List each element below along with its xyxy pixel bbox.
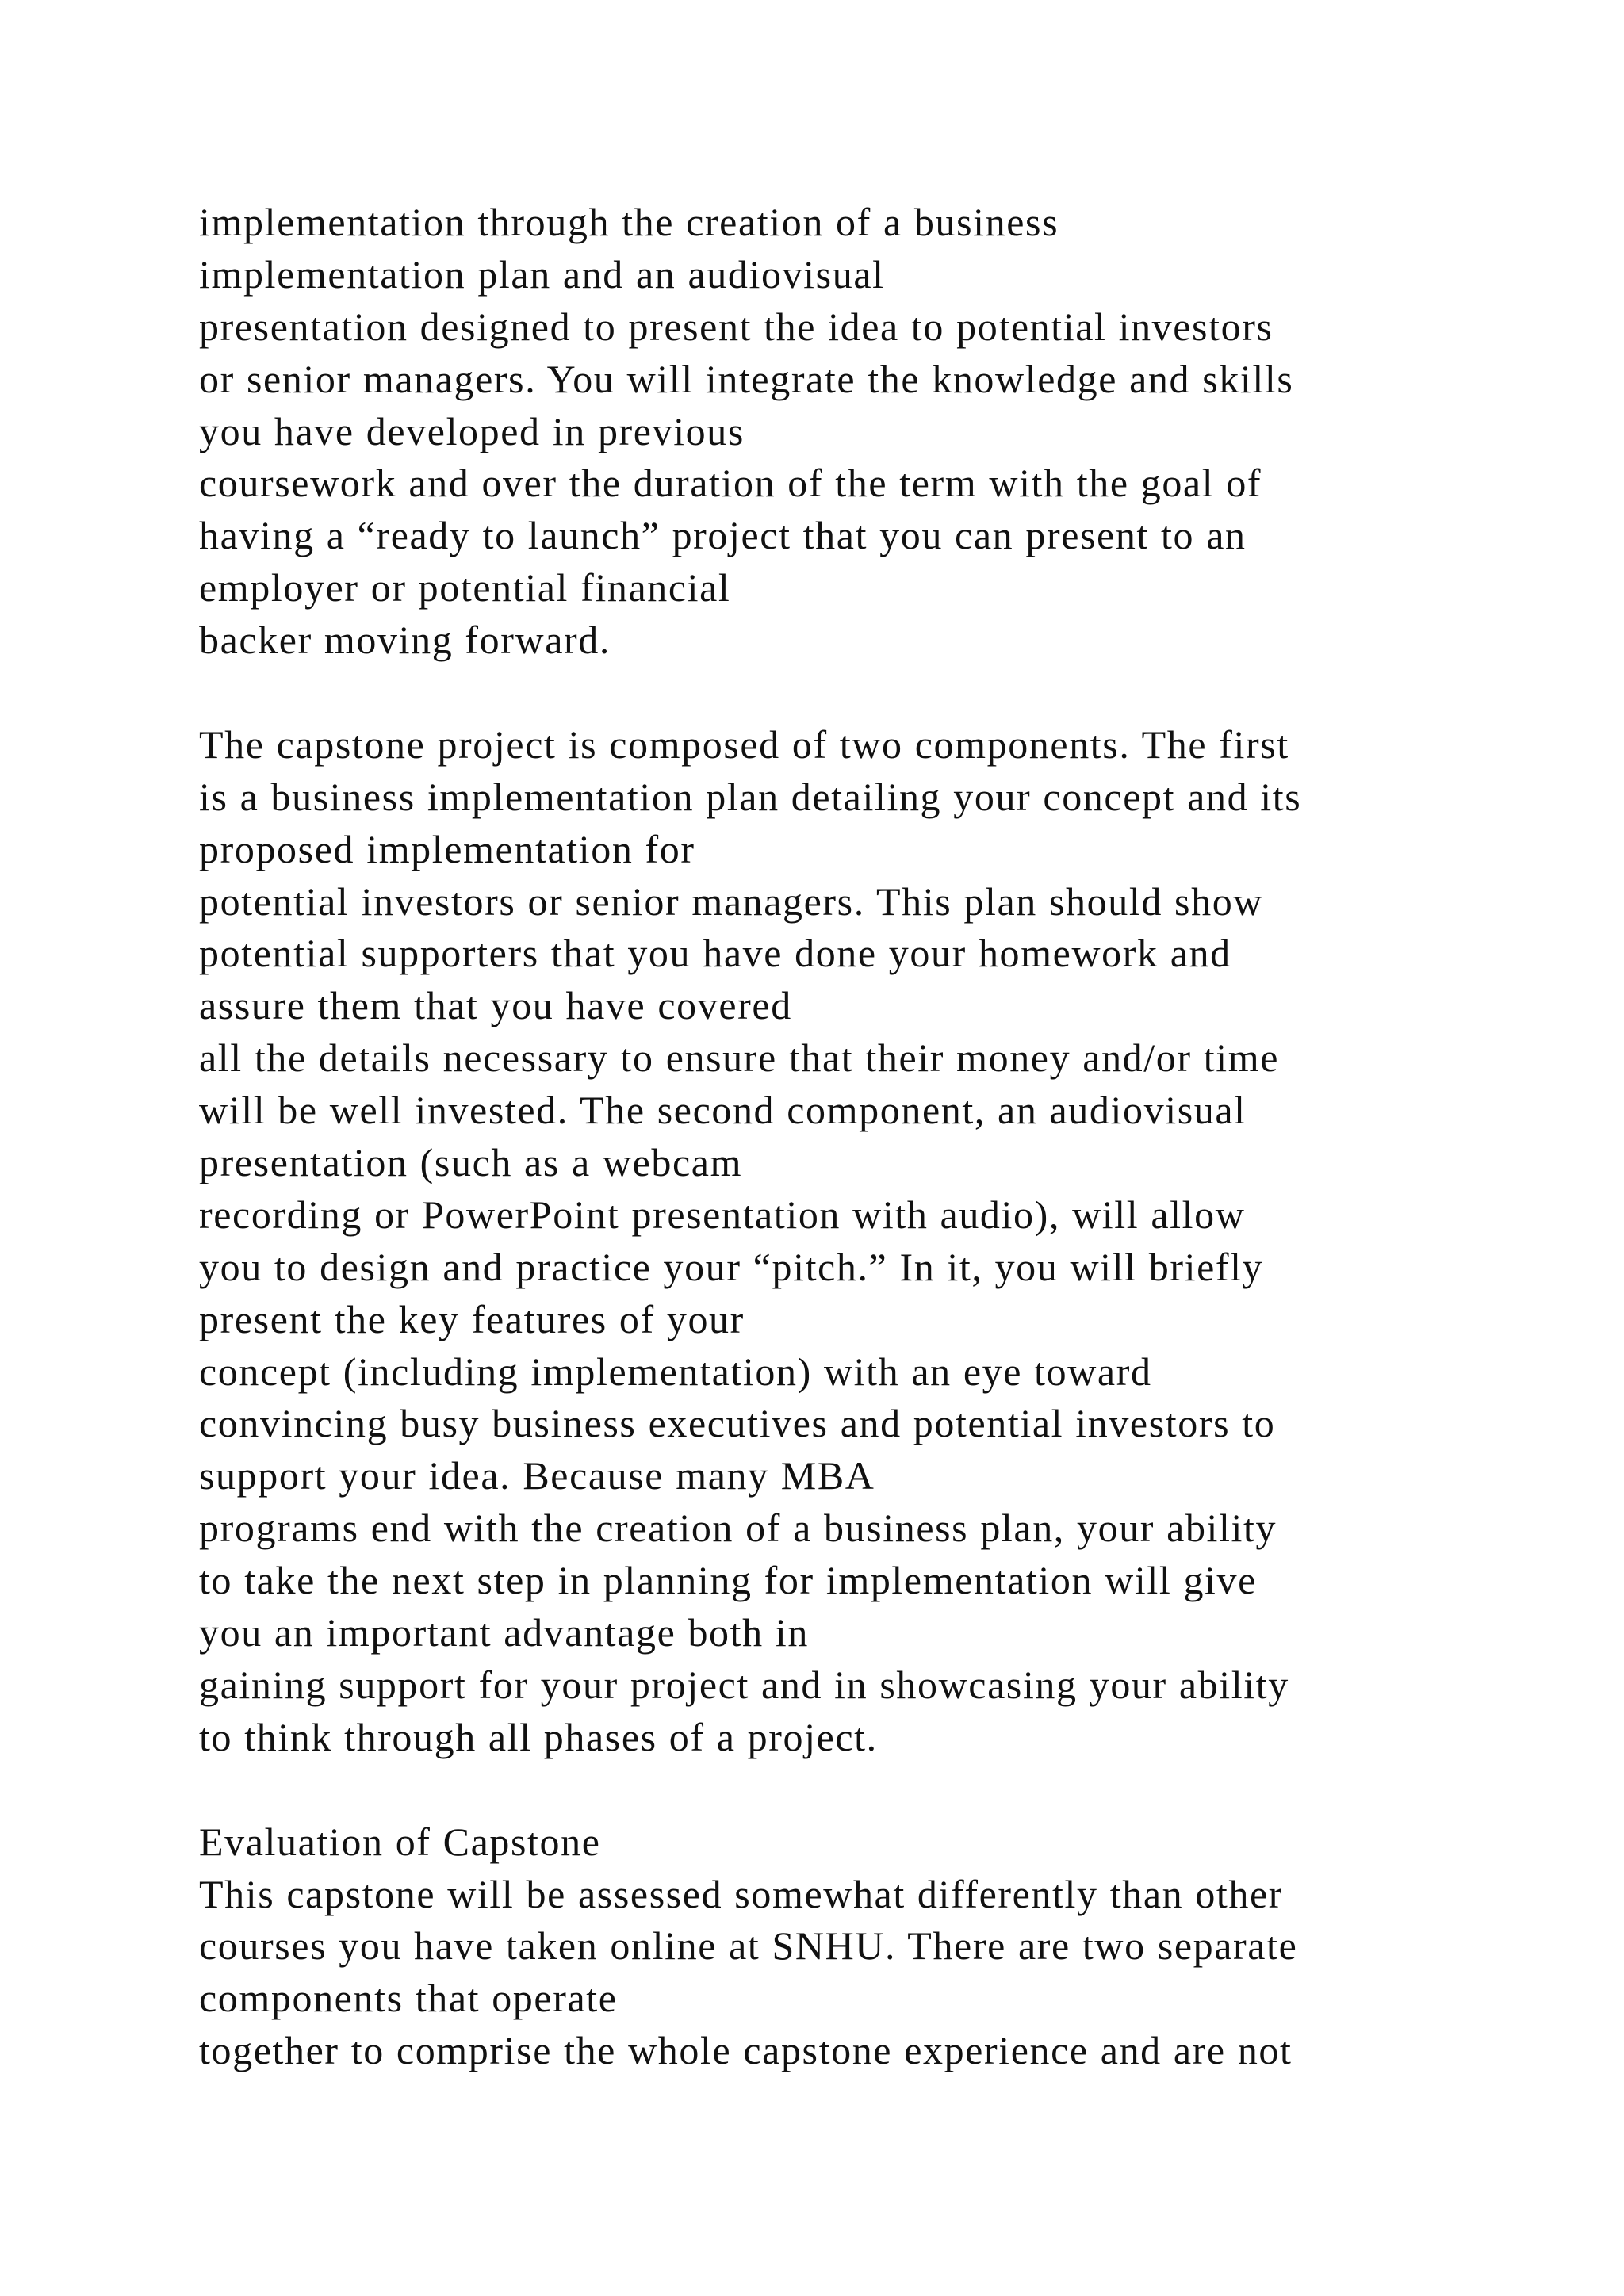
- text-line: you an important advantage both in: [199, 1610, 809, 1655]
- text-line: you to design and practice your “pitch.” In it, you will briefly: [199, 1244, 1264, 1289]
- section-heading: Evaluation of Capstone: [199, 1819, 601, 1864]
- paragraph-spacer: [199, 1764, 1618, 1816]
- paragraph-evaluation: [199, 1869, 1618, 2078]
- text-line: implementation through the creation of a business: [199, 200, 1059, 244]
- text-line: backer moving forward.: [199, 618, 611, 663]
- text-line: together to comprise the whole capstone experience and are not: [199, 2028, 1293, 2073]
- text-line: presentation designed to present the idea to potential investors: [199, 304, 1274, 349]
- text-line: assure them that you have covered: [199, 983, 792, 1028]
- text-line: proposed implementation for: [199, 826, 695, 871]
- text-line: components that operate: [199, 1976, 618, 2021]
- text-line: is a business implementation plan detailing your concept and its: [199, 774, 1302, 819]
- text-line: or senior managers. You will integrate the knowledge and skills: [199, 356, 1294, 401]
- paragraph-spacer: [199, 667, 1618, 719]
- text-line: concept (including implementation) with an eye toward: [199, 1349, 1152, 1394]
- text-line: employer or potential financial: [199, 565, 731, 610]
- text-line: will be well invested. The second component, an audiovisual: [199, 1088, 1247, 1133]
- text-line: programs end with the creation of a business plan, your ability: [199, 1506, 1277, 1551]
- document-body: [199, 197, 1618, 2077]
- text-line: recording or PowerPoint presentation with audio), will allow: [199, 1192, 1246, 1237]
- text-line: potential supporters that you have done your homework and: [199, 931, 1231, 976]
- text-line: coursework and over the duration of the term with the goal of: [199, 461, 1262, 506]
- text-line: implementation plan and an audiovisual: [199, 251, 885, 297]
- text-line: courses you have taken online at SNHU. There are two separate: [199, 1923, 1298, 1969]
- paragraph-implementation: [199, 197, 1618, 667]
- text-line: all the details necessary to ensure that their money and/or time: [199, 1035, 1279, 1081]
- text-line: This capstone will be assessed somewhat differently than other: [199, 1871, 1284, 1916]
- text-line: presentation (such as a webcam: [199, 1140, 743, 1185]
- text-line: The capstone project is composed of two components. The first: [199, 721, 1289, 767]
- text-line: potential investors or senior managers. This plan should show: [199, 878, 1264, 924]
- text-line: support your idea. Because many MBA: [199, 1453, 875, 1498]
- text-line: present the key features of your: [199, 1296, 745, 1341]
- text-line: gaining support for your project and in showcasing your ability: [199, 1662, 1289, 1707]
- paragraph-capstone-components: [199, 719, 1618, 1764]
- text-line: to think through all phases of a project.: [199, 1714, 878, 1759]
- text-line: you have developed in previous: [199, 408, 745, 453]
- text-line: convincing busy business executives and potential investors to: [199, 1401, 1276, 1446]
- text-line: to take the next step in planning for implementation will give: [199, 1558, 1257, 1603]
- text-line: having a “ready to launch” project that you can present to an: [199, 513, 1247, 558]
